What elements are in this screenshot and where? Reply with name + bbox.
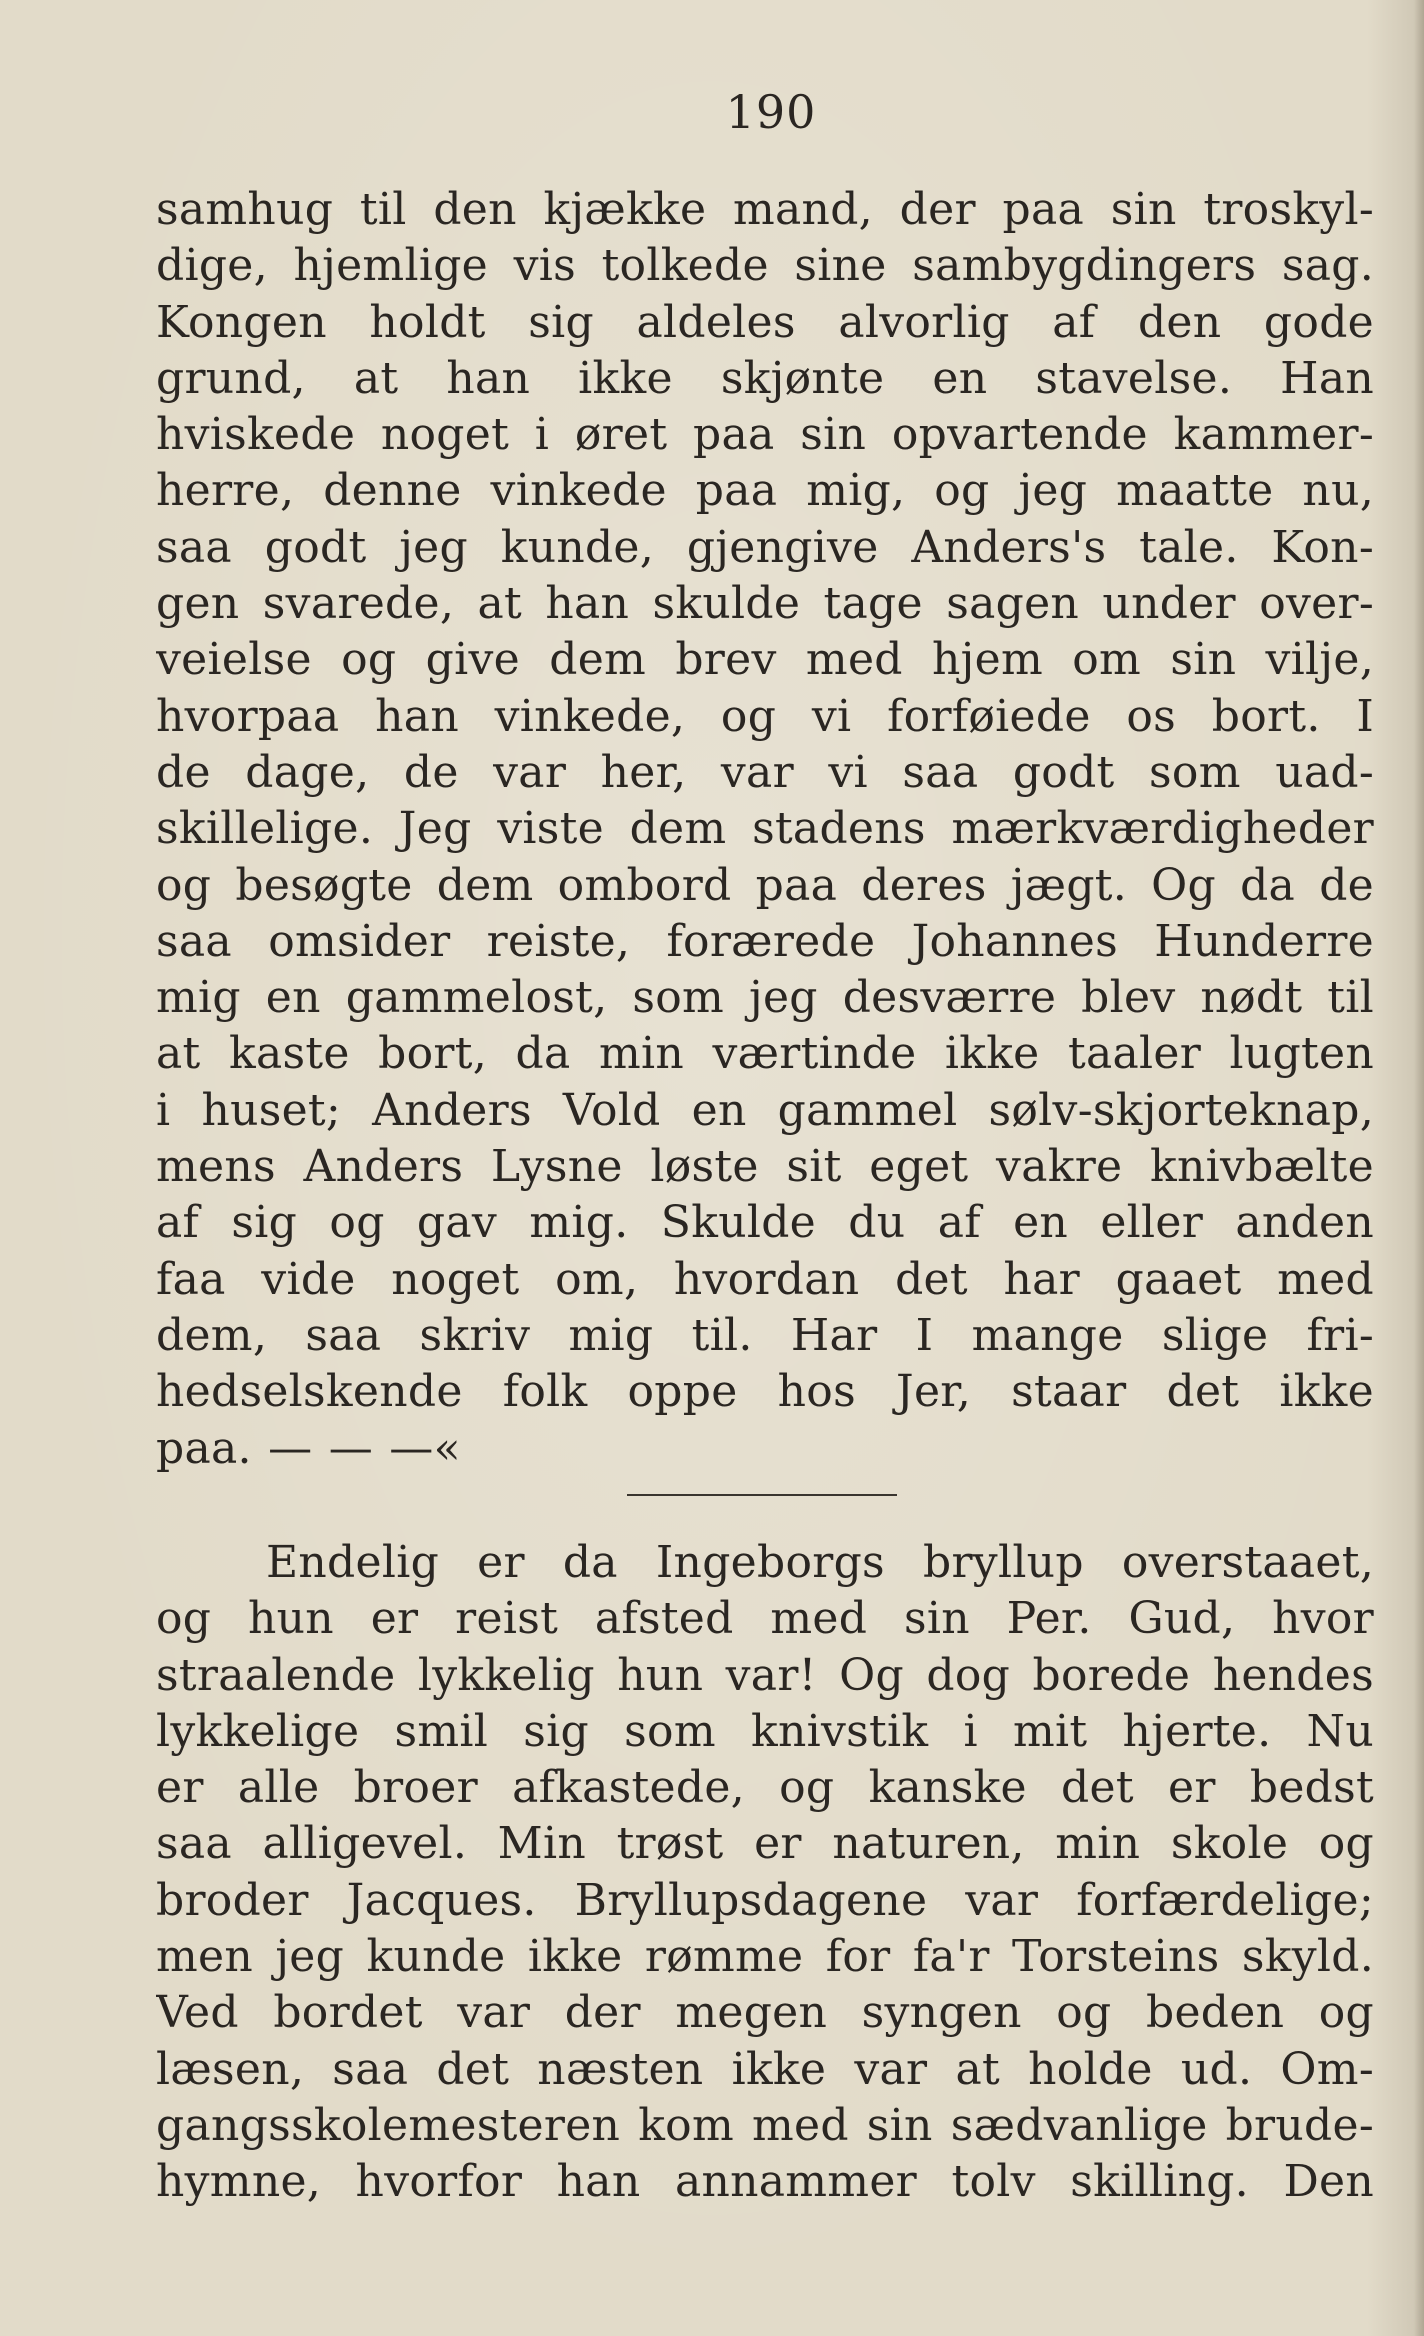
section-divider	[627, 1494, 897, 1496]
text-line: saa alligevel. Min trøst er naturen, min skole og	[156, 1818, 1374, 1870]
text-line: grund, at han ikke skjønte en stavelse. Han	[156, 352, 1374, 404]
text-line: saa godt jeg kunde, gjengive Anders's tale. Kon-	[156, 521, 1374, 573]
text-line: broder Jacques. Bryllupsdagene var forfærdelige;	[156, 1874, 1374, 1926]
text-line: straalende lykkelig hun var! Og dog borede hendes	[156, 1649, 1374, 1701]
text-line: faa vide noget om, hvordan det har gaaet med	[156, 1253, 1374, 1305]
text-line: af sig og gav mig. Skulde du af en eller anden	[156, 1197, 1374, 1249]
text-line: men jeg kunde ikke rømme for fa'r Torsteins skyld.	[156, 1931, 1374, 1983]
text-line: gen svarede, at han skulde tage sagen under over-	[156, 578, 1374, 630]
text-line: Ved bordet var der megen syngen og beden og	[156, 1987, 1374, 2039]
text-line: og besøgte dem ombord paa deres jægt. Og da de	[156, 859, 1374, 911]
text-line: og hun er reist afsted med sin Per. Gud, hvor	[156, 1593, 1374, 1645]
page-edge-shadow	[1414, 0, 1424, 2336]
text-line: at kaste bort, da min værtinde ikke taaler lugten	[156, 1028, 1374, 1080]
text-line: herre, denne vinkede paa mig, og jeg maatte nu,	[156, 465, 1374, 517]
text-line: Kongen holdt sig aldeles alvorlig af den gode	[156, 296, 1374, 348]
text-line-indented: Endelig er da Ingeborgs bryllup overstaaet,	[266, 1537, 1374, 1588]
text-line: hviskede noget i øret paa sin opvartende kammer-	[156, 409, 1374, 461]
text-line: hedselskende folk oppe hos Jer, staar det ikke	[156, 1366, 1374, 1418]
text-line: samhug til den kjække mand, der paa sin troskyl-	[156, 184, 1374, 235]
text-line: hvorpaa han vinkede, og vi forføiede os bort. I	[156, 690, 1374, 742]
text-line: er alle broer afkastede, og kanske det er bedst	[156, 1762, 1374, 1814]
text-line: mens Anders Lysne løste sit eget vakre knivbælte	[156, 1141, 1374, 1193]
text-line: saa omsider reiste, forærede Johannes Hunderre	[156, 915, 1374, 967]
text-line: de dage, de var her, var vi saa godt som uad-	[156, 746, 1374, 798]
paragraph-new-section	[156, 1535, 1374, 2211]
page-number: 190	[725, 85, 817, 139]
text-line: dige, hjemlige vis tolkede sine sambygdingers sag.	[156, 240, 1374, 292]
text-line: dem, saa skriv mig til. Har I mange slige fri-	[156, 1309, 1374, 1361]
text-line: læsen, saa det næsten ikke var at holde ud. Om-	[156, 2043, 1374, 2095]
text-line: lykkelige smil sig som knivstik i mit hjerte. Nu	[156, 1705, 1374, 1757]
paragraph-continued	[156, 182, 1374, 1477]
text-line: i huset; Anders Vold en gammel sølv-skjorteknap,	[156, 1084, 1374, 1136]
text-line: mig en gammelost, som jeg desværre blev nødt til	[156, 972, 1374, 1024]
text-line-last: paa. — — —«	[156, 1422, 461, 1474]
text-line: gangsskolemesteren kom med sin sædvanlige brude-	[156, 2099, 1374, 2151]
text-line: skillelige. Jeg viste dem stadens mærkværdigheder	[156, 803, 1374, 855]
text-line: veielse og give dem brev med hjem om sin vilje,	[156, 634, 1374, 686]
text-line: hymne, hvorfor han annammer tolv skilling. Den	[156, 2156, 1374, 2208]
